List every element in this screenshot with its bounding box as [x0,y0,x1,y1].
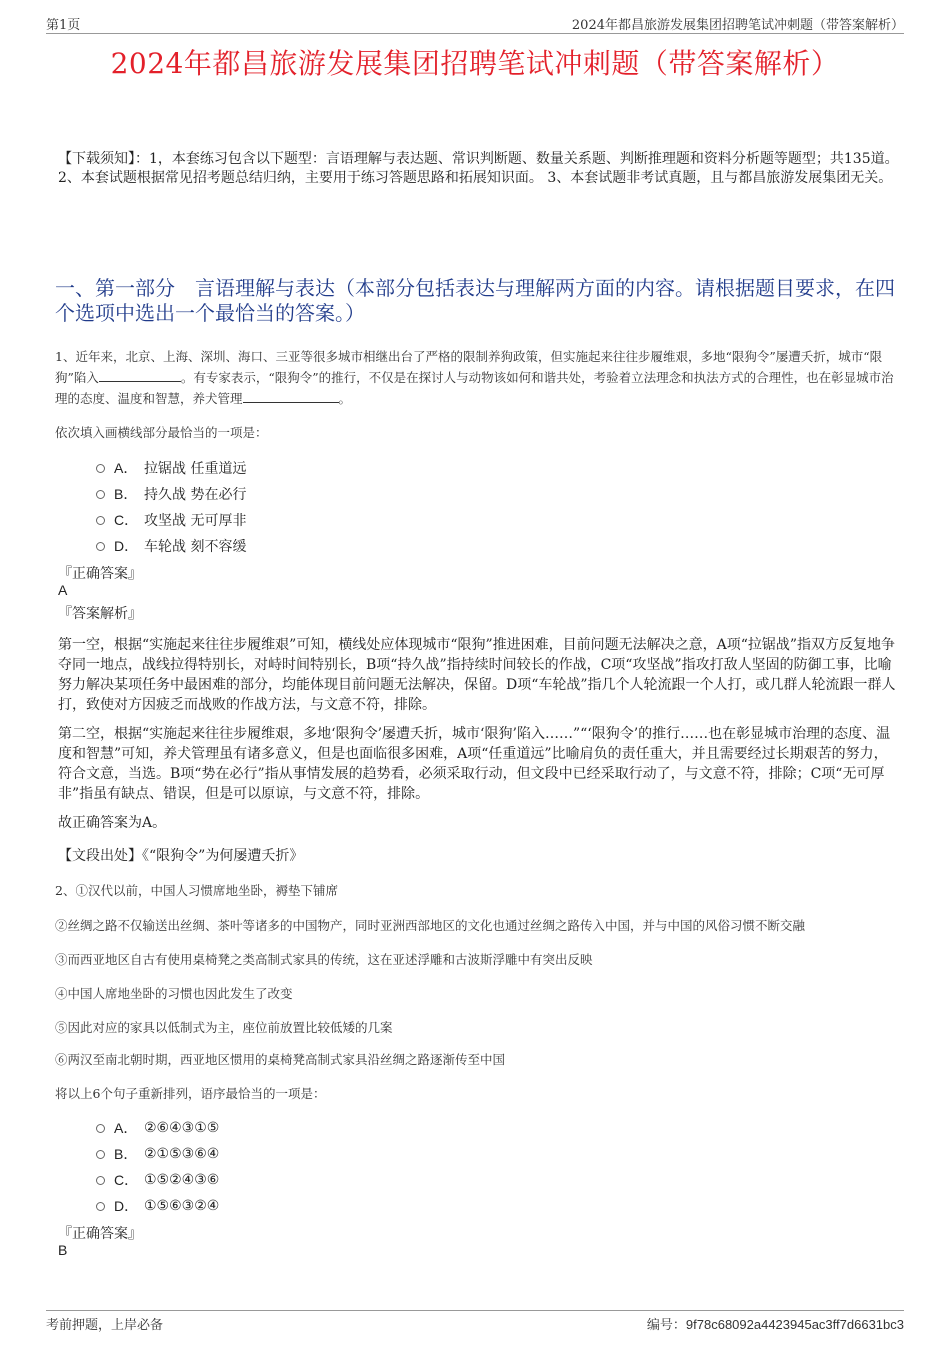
radio-icon[interactable] [96,490,105,499]
footer-code-label: 编号： [646,1318,686,1333]
option-letter: A． [114,1120,138,1136]
question-2-option-a[interactable] [96,1118,219,1138]
analysis-label: 『答案解析』 [58,606,142,622]
question-2-option-b[interactable] [96,1144,219,1164]
header-page-number: 第1页 [46,18,81,33]
correct-answer: A [58,582,68,598]
option-text: 拉锯战 任重道远 [144,461,247,477]
question-2-sentence: ②丝绸之路不仅输送出丝绸、茶叶等诸多的中国物产，同时亚洲西部地区的文化也通过丝绸之路传入中国，并与中国的风俗习惯不断交融 [55,918,806,933]
text-source: 【文段出处】《“限狗令”为何屡遭夭折》 [58,848,304,864]
footer-divider [46,1310,904,1311]
option-text: ②①⑤③⑥④ [144,1146,220,1162]
analysis-paragraph-2: 第二空，根据“实施起来往往步履维艰，多地‘限狗令’屡遭夭折，城市‘限狗’陷入……”“‘限狗令’的推行……也在彰显城市治理的态度、温度和智慧”可知，养犬管理虽有诸多意义，但是也面临很多困难，A项“任重道远”比喻肩负的责任重大，并且需要经过长期艰苦的努力，符合文意，当选。B项“势在必行”指从事情发展的趋势看，必须采取行动，但文段中已经采取行动了，与文意不符，排除；C项“无可厚非”指虽有缺点、错误，但是可以原谅，与文意不符，排除。 [58,726,891,802]
page-title: 2024年都昌旅游发展集团招聘笔试冲刺题（带答案解析） [110,47,840,80]
question-2-option-d[interactable] [96,1196,219,1216]
question-1-text-b: 。有专家表示，“限狗令”的推行，不仅是在探讨人与动物该如何和谐共处，考验着立法理念和执法方式的合理性，也在彰显城市治理的态度、温度和智慧，养犬管理 [55,370,894,406]
question-2-prompt: 将以上6个句子重新排列，语序最恰当的一项是： [55,1086,326,1101]
question-1-option-c[interactable] [96,510,246,530]
question-1-stem [55,347,900,409]
correct-answer-label: 『正确答案』 [58,566,142,582]
footer-code-value: 9f78c68092a4423945ac3ff7d6631bc3 [685,1317,904,1332]
option-text: 攻坚战 无可厚非 [144,513,247,529]
fill-blank-1 [99,367,181,382]
option-letter: D． [114,538,139,554]
question-1-option-d[interactable] [96,536,246,556]
option-letter: B． [114,486,138,502]
analysis-paragraph-1: 第一空，根据“实施起来往往步履维艰”可知，横线处应体现城市“限狗”推进困难，目前问题无法解决之意，A项“拉锯战”指双方反复地争夺同一地点，战线拉得特别长，对峙时间特别长，B项“持久战”指持续时间较长的作战，C项“攻坚战”指攻打敌人坚固的防御工事，比喻努力解决某项任务中最困难的部分，均能体现目前问题无法解决，保留。D项“车轮战”指几个人轮流跟一个人打，或几群人轮流跟一群人打，致使对方因疲乏而战败的作战方法，与文意不符，排除。 [58,637,896,713]
question-2-sentence: ③而西亚地区自古有使用桌椅凳之类高制式家具的传统，这在亚述浮雕和古波斯浮雕中有突出反映 [55,952,593,967]
radio-icon[interactable] [96,516,105,525]
option-letter: D． [114,1198,139,1214]
question-1-prompt: 依次填入画横线部分最恰当的一项是： [55,425,268,440]
footer-code [647,1314,904,1333]
correct-answer: B [58,1242,68,1258]
radio-icon[interactable] [96,1202,105,1211]
radio-icon[interactable] [96,1124,105,1133]
option-letter: B． [114,1146,138,1162]
option-letter: C． [114,512,139,528]
footer-slogan: 考前押题，上岸必备 [46,1318,164,1333]
correct-answer-label: 『正确答案』 [58,1226,142,1242]
question-1-option-a[interactable] [96,458,246,478]
question-2-sentence: ⑤因此对应的家具以低制式为主，座位前放置比较低矮的几案 [55,1020,393,1035]
radio-icon[interactable] [96,1176,105,1185]
header-divider [46,33,904,34]
question-2-sentence: ⑥两汉至南北朝时期，西亚地区惯用的桌椅凳高制式家具沿丝绸之路逐渐传至中国 [55,1052,506,1067]
option-letter: A． [114,460,138,476]
section-title: 一、第一部分 言语理解与表达（本部分包括表达与理解两方面的内容。请根据题目要求，在四个选项中选出一个最恰当的答案。） [55,276,895,325]
download-notice: 【下载须知】：1，本套练习包含以下题型：言语理解与表达题、常识判断题、数量关系题、判断推理题和资料分析题等题型；共135道。 2、本套试题根据常见招考题总结归纳，主要用于练习答题思路和拓展知识面。 3、本套试题非考试真题，且与都昌旅游发展集团无关。 [58,151,899,186]
radio-icon[interactable] [96,1150,105,1159]
question-2-sentence: 2、①汉代以前，中国人习惯席地坐卧，褥垫下铺席 [55,883,338,898]
question-1-text-c: 。 [338,391,352,406]
option-text: ①⑤②④③⑥ [144,1172,220,1188]
radio-icon[interactable] [96,542,105,551]
question-1-option-b[interactable] [96,484,246,504]
option-text: 车轮战 刻不容缓 [144,539,247,555]
question-2-sentence: ④中国人席地坐卧的习惯也因此发生了改变 [55,986,293,1001]
question-2-option-c[interactable] [96,1170,219,1190]
fill-blank-2 [243,388,339,403]
question-1-text-a: 1、近年来，北京、上海、深圳、海口、三亚等很多城市相继出台了严格的限制养狗政策，但实施起来往往步履维艰，多地“限狗令”屡遭夭折，城市“限狗”陷入 [55,349,883,385]
option-text: ②⑥④③①⑤ [144,1120,220,1136]
header-doc-title: 2024年都昌旅游发展集团招聘笔试冲刺题（带答案解析） [571,18,904,33]
option-text: ①⑤⑥③②④ [144,1198,220,1214]
analysis-conclusion: 故正确答案为A。 [58,815,167,831]
option-letter: C． [114,1172,139,1188]
radio-icon[interactable] [96,464,105,473]
option-text: 持久战 势在必行 [144,487,247,503]
